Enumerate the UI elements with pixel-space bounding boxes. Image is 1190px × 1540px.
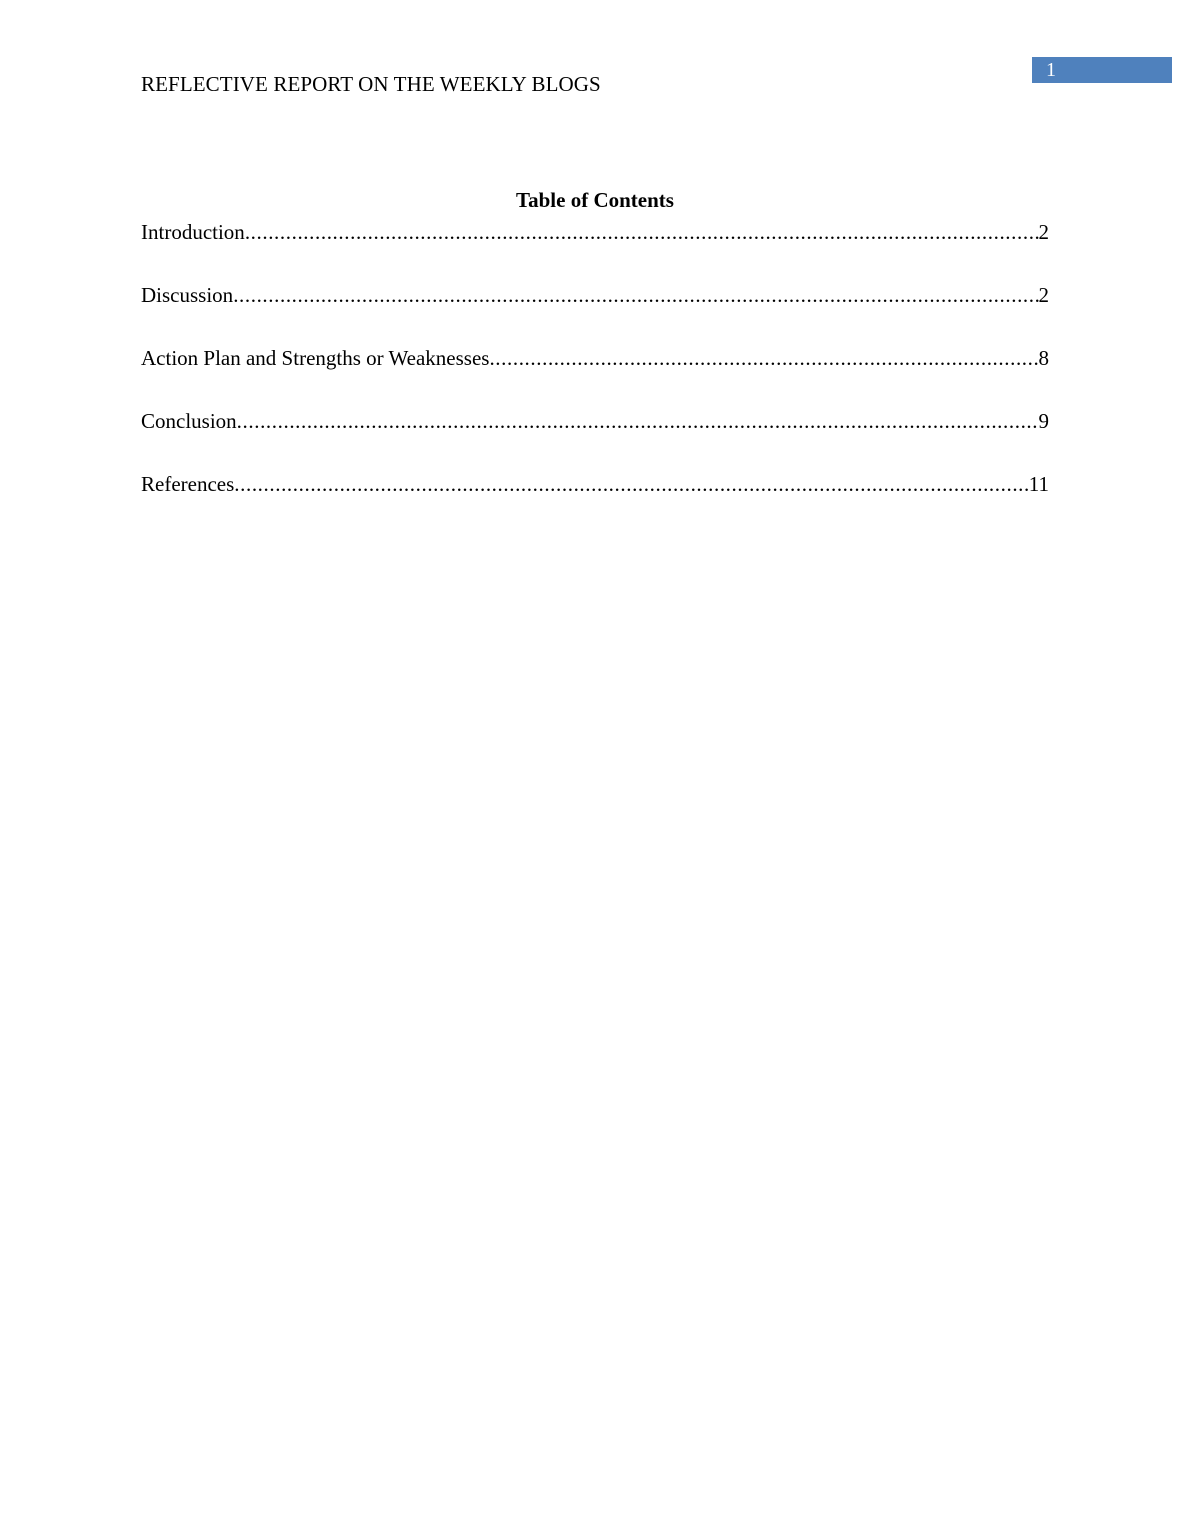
toc-entry-references[interactable] — [141, 471, 1049, 534]
toc-dot-leader — [233, 282, 1038, 308]
toc-entry-action-plan[interactable] — [141, 345, 1049, 408]
toc-entry-page: 9 — [1038, 409, 1049, 433]
toc-entry-label: Discussion — [141, 283, 234, 307]
toc-dot-leader — [237, 408, 1039, 434]
toc-title: Table of Contents — [516, 188, 674, 212]
toc-dot-leader — [489, 345, 1038, 371]
toc-entry-label: References — [141, 472, 235, 496]
toc-dot-leader — [234, 471, 1028, 497]
running-head: REFLECTIVE REPORT ON THE WEEKLY BLOGS — [141, 72, 601, 96]
toc-entry-label: Action Plan and Strengths or Weaknesses — [141, 346, 490, 370]
toc-entry-page: 8 — [1038, 346, 1049, 370]
toc-dot-leader — [245, 219, 1039, 245]
toc-entry-label: Conclusion — [141, 409, 237, 433]
page-number-box — [1032, 57, 1172, 83]
toc-list — [141, 219, 1049, 534]
toc-entry-page: 2 — [1038, 283, 1049, 307]
page-number: 1 — [1046, 59, 1056, 81]
toc-entry-label: Introduction — [141, 220, 245, 244]
toc-entry-conclusion[interactable] — [141, 408, 1049, 471]
toc-entry-page: 11 — [1028, 472, 1049, 496]
toc-entry-discussion[interactable] — [141, 282, 1049, 345]
toc-entry-introduction[interactable] — [141, 219, 1049, 282]
toc-entry-page: 2 — [1038, 220, 1049, 244]
